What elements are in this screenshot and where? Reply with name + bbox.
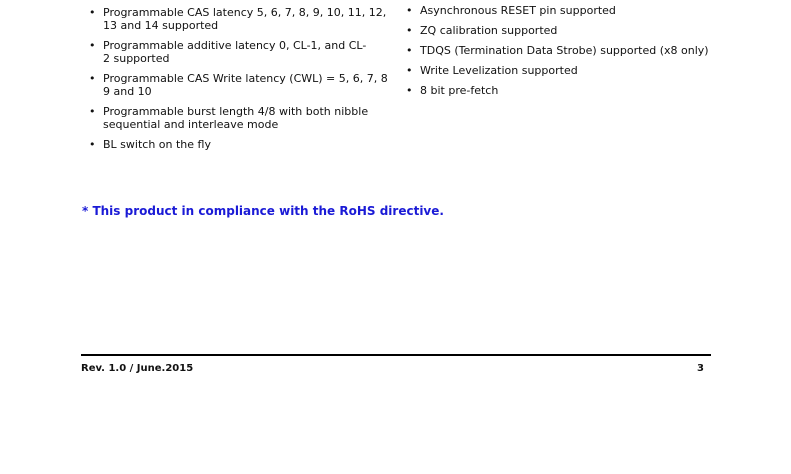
list-item [406,84,776,97]
bullet-icon: • [406,44,413,57]
list-item-text: 8 bit pre-fetch [420,84,499,97]
bullet-icon: • [89,6,96,19]
list-item-text: Programmable burst length 4/8 with both nibble sequential and interleave mode [103,105,369,131]
list-item-text: ZQ calibration supported [420,24,558,37]
bullet-icon: • [89,39,96,52]
list-item [406,44,776,57]
list-item-text: TDQS (Termination Data Strobe) supported (x8 only) [420,44,709,57]
list-item [406,24,776,37]
list-item-text: Write Levelization supported [420,64,578,77]
list-item-text: Asynchronous RESET pin supported [420,4,616,17]
list-item-text: Programmable CAS Write latency (CWL) = 5, 6, 7, 8 9 and 10 [103,72,388,98]
bullet-icon: • [89,72,96,85]
footer-divider [81,354,711,356]
bullet-icon: • [406,24,413,37]
page-number: 3 [697,363,704,374]
list-item [89,39,373,65]
feature-list-right [406,4,776,104]
list-item-text: Programmable additive latency 0, CL-1, and CL-2 supported [103,39,367,65]
list-item-text: Programmable CAS latency 5, 6, 7, 8, 9, 10, 11, 12, 13 and 14 supported [103,6,387,32]
list-item [89,72,393,98]
bullet-icon: • [89,105,96,118]
list-item [89,6,403,32]
feature-list-left [89,6,399,158]
revision-label: Rev. 1.0 / June.2015 [81,363,194,374]
bullet-icon: • [89,138,96,151]
bullet-icon: • [406,4,413,17]
bullet-icon: • [406,84,413,97]
list-item [406,4,776,17]
list-item [406,64,776,77]
list-item [89,138,399,151]
bullet-icon: • [406,64,413,77]
list-item [89,105,373,131]
list-item-text: BL switch on the fly [103,138,211,151]
rohs-compliance-note: * This product in compliance with the RoHS directive. [82,204,444,218]
